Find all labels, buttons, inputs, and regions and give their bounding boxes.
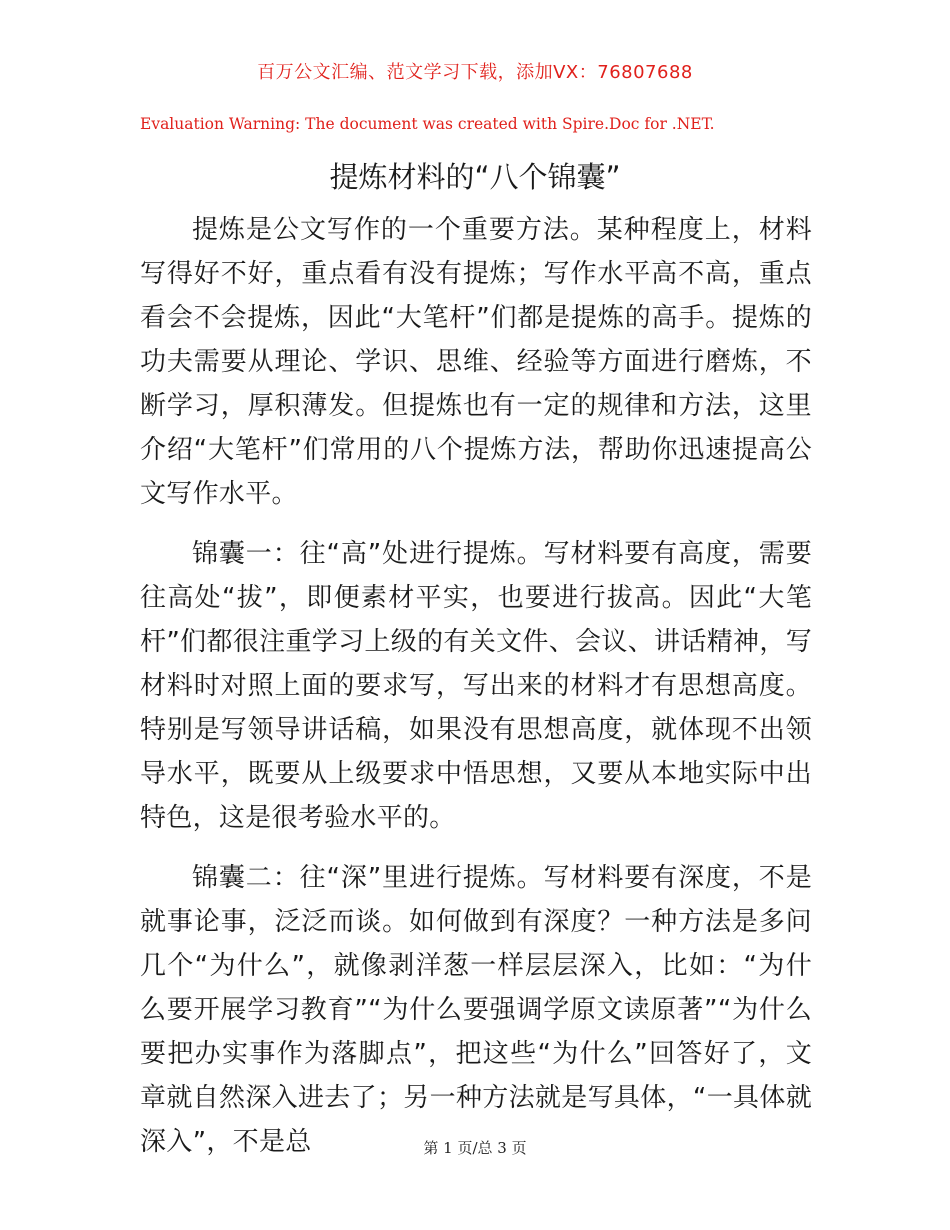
document-body bbox=[140, 208, 812, 1180]
paragraph-tip-one: 锦囊一：往“高”处进行提炼。写材料要有高度，需要往高处“拔”，即便素材平实，也要进行拔高。因此“大笔杆”们都很注重学习上级的有关文件、会议、讲话精神，写材料时对照上面的要求写，写出来的材料才有思想高度。特别是写领导讲话稿，如果没有思想高度，就体现不出领导水平，既要从上级要求中悟思想，又要从本地实际中出特色，这是很考验水平的。 bbox=[140, 539, 812, 833]
paragraph-intro: 提炼是公文写作的一个重要方法。某种程度上，材料写得好不好，重点看有没有提炼；写作水平高不高，重点看会不会提炼，因此“大笔杆”们都是提炼的高手。提炼的功夫需要从理论、学识、思维、经验等方面进行磨炼，不断学习，厚积薄发。但提炼也有一定的规律和方法，这里介绍“大笔杆”们常用的八个提炼方法，帮助你迅速提高公文写作水平。 bbox=[140, 215, 812, 509]
paragraph-tip-two: 锦囊二：往“深”里进行提炼。写材料要有深度，不是就事论事，泛泛而谈。如何做到有深度？一种方法是多问几个“为什么”，就像剥洋葱一样层层深入，比如：“为什么要开展学习教育”“为什么要强调学原文读原著”“为什么要把办实事作为落脚点”，把这些“为什么”回答好了，文章就自然深入进去了；另一种方法就是写具体，“一具体就深入”，不是总 bbox=[140, 863, 812, 1157]
document-title: 提炼材料的“八个锦囊” bbox=[329, 160, 621, 194]
header-ad-text: 百万公文汇编、范文学习下载，添加VX：76807688 bbox=[257, 62, 693, 83]
page-number-footer: 第 1 页/总 3 页 bbox=[423, 1139, 527, 1157]
evaluation-warning: Evaluation Warning: The document was created with Spire.Doc for .NET. bbox=[140, 115, 715, 133]
